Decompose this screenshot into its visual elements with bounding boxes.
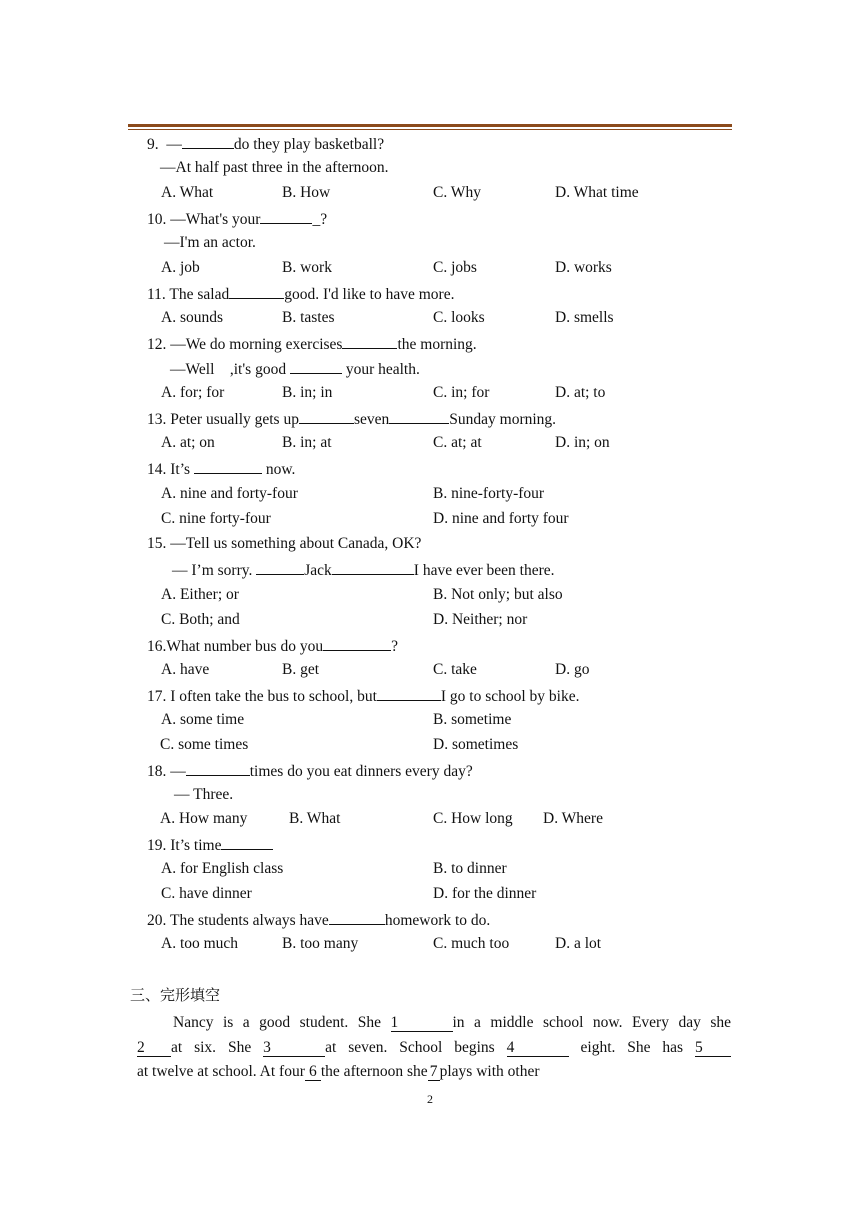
question-18: 18. — times do you eat dinners every day? <box>147 760 473 782</box>
option: C. nine forty-four <box>161 510 271 527</box>
passage-line-2: 2 at six. She 3 at seven. School begins 4 eight. She has 5 <box>137 1038 731 1058</box>
header-rule-thin <box>128 129 732 130</box>
option: A. some time <box>161 711 245 728</box>
page-number: 2 <box>427 1092 433 1106</box>
option: B. to dinner <box>433 860 507 877</box>
option: C. in; for <box>433 384 490 401</box>
question-10-answer: —I'm an actor. <box>164 234 256 251</box>
option: B. How <box>282 184 331 201</box>
option: B. in; at <box>282 434 332 451</box>
option: B. too many <box>282 935 359 952</box>
option: D. for the dinner <box>433 885 537 902</box>
option: A. Either; or <box>161 586 239 603</box>
question-18-answer: — Three. <box>174 786 234 803</box>
option: B. Not only; but also <box>433 586 563 603</box>
option: D. nine and forty four <box>433 510 569 527</box>
option: C. take <box>433 661 477 678</box>
option: C. jobs <box>433 259 477 276</box>
question-14: 14. It’s now. <box>147 458 295 480</box>
option: B. What <box>289 810 341 827</box>
section-heading: 三、完形填空 <box>130 986 221 1004</box>
option: B. get <box>282 661 320 678</box>
question-10: 10. —What's your _? <box>147 208 327 230</box>
question-12: 12. —We do morning exercises the morning. <box>147 333 477 355</box>
option: D. smells <box>555 309 614 326</box>
option: C. have dinner <box>161 885 252 902</box>
passage-line-1: Nancy is a good student. She 1 in a middle school now. Every day she <box>173 1014 731 1031</box>
option: D. go <box>555 661 590 678</box>
question-17: 17. I often take the bus to school, but I go to school by bike. <box>147 685 580 707</box>
option: A. at; on <box>161 434 215 451</box>
option: A. nine and forty-four <box>161 485 298 502</box>
option: B. tastes <box>282 309 335 326</box>
question-9-answer: —At half past three in the afternoon. <box>160 159 389 176</box>
option: B. sometime <box>433 711 512 728</box>
option: C. much too <box>433 935 510 952</box>
question-15-line-2: — I’m sorry. Jack I have ever been there. <box>172 559 555 581</box>
option: C. How long <box>433 810 513 827</box>
option: A. sounds <box>161 309 224 326</box>
option: D. in; on <box>555 434 610 451</box>
option: A. How many <box>160 810 248 827</box>
option: A. What <box>161 184 214 201</box>
option: C. Why <box>433 184 481 201</box>
option: A. have <box>161 661 210 678</box>
option: D. What time <box>555 184 639 201</box>
option: B. in; in <box>282 384 333 401</box>
option: C. Both; and <box>161 611 240 628</box>
option: A. for; for <box>161 384 225 401</box>
question-16: 16.What number bus do you ? <box>147 635 398 657</box>
option: A. job <box>161 259 200 276</box>
question-19: 19. It’s time <box>147 834 273 856</box>
option: D. sometimes <box>433 736 519 753</box>
question-12-line-2: —Well ,it's good your health. <box>170 358 420 380</box>
option: B. nine-forty-four <box>433 485 545 502</box>
question-11: 11. The salad good. I'd like to have more. <box>147 283 454 305</box>
option: D. at; to <box>555 384 606 401</box>
option: D. Where <box>543 810 603 827</box>
option: B. work <box>282 259 332 276</box>
option: D. Neither; nor <box>433 611 528 628</box>
option: C. looks <box>433 309 485 326</box>
option: C. at; at <box>433 434 482 451</box>
passage-line-3: at twelve at school. At four 6 the afternoon she 7 plays with other <box>137 1063 540 1080</box>
option: A. for English class <box>161 860 284 877</box>
option: D. a lot <box>555 935 602 952</box>
question-9: 9. — do they play basketball? <box>147 133 384 155</box>
question-20: 20. The students always have homework to do. <box>147 909 490 931</box>
question-15: 15. —Tell us something about Canada, OK? <box>147 535 422 552</box>
header-rule-thick <box>128 124 732 127</box>
option: A. too much <box>161 935 239 952</box>
option: D. works <box>555 259 612 276</box>
question-13: 13. Peter usually gets up seven Sunday morning. <box>147 408 556 430</box>
option: C. some times <box>160 736 249 753</box>
